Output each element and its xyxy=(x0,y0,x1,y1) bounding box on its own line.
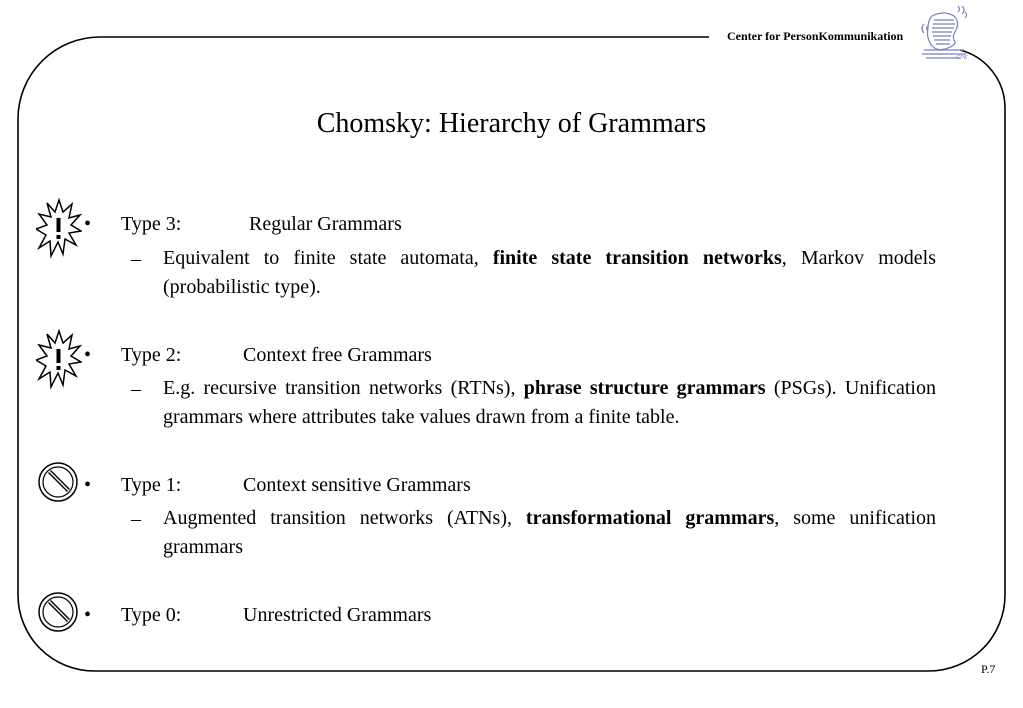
dash: – xyxy=(131,378,141,400)
organization-name: Center for PersonKommunikation xyxy=(727,29,904,43)
dash: – xyxy=(131,508,141,530)
grammar-description: Equivalent to finite state automata, finite state transition networks, Markov models (probabilistic type). xyxy=(163,247,937,298)
page-number: P.7 xyxy=(981,662,996,676)
grammar-description: Augmented transition networks (ATNs), transformational grammars, some unification grammars xyxy=(163,507,936,558)
bullet: • xyxy=(84,344,92,366)
type-name: Regular Grammars xyxy=(249,213,402,235)
bullet: • xyxy=(84,474,92,496)
grammar-type-heading xyxy=(121,342,432,369)
svg-text:CPK: CPK xyxy=(956,55,968,61)
slide-title: Chomsky: Hierarchy of Grammars xyxy=(316,108,707,139)
type-label: Type 3: xyxy=(121,213,182,235)
exclamation-burst-icon xyxy=(36,198,82,260)
prohibited-icon xyxy=(36,460,80,504)
bullet: • xyxy=(84,213,92,235)
type-label: Type 1: xyxy=(121,474,182,496)
type-label: Type 0: xyxy=(121,604,182,626)
grammar-type-heading xyxy=(121,602,432,629)
type-name: Unrestricted Grammars xyxy=(243,604,432,626)
type-name: Context sensitive Grammars xyxy=(243,474,471,496)
type-name: Context free Grammars xyxy=(243,344,432,366)
exclamation-burst-icon xyxy=(36,329,82,391)
grammar-type-heading xyxy=(121,472,471,499)
dash: – xyxy=(131,248,141,270)
prohibited-icon xyxy=(36,590,80,634)
cpk-logo-icon xyxy=(918,6,980,62)
grammar-type-heading xyxy=(121,211,402,238)
grammar-description: E.g. recursive transition networks (RTNs), phrase structure grammars (PSGs). Unification grammars where attributes take values drawn from a finite table. xyxy=(163,377,936,428)
type-label: Type 2: xyxy=(121,344,182,366)
bullet: • xyxy=(84,604,92,626)
